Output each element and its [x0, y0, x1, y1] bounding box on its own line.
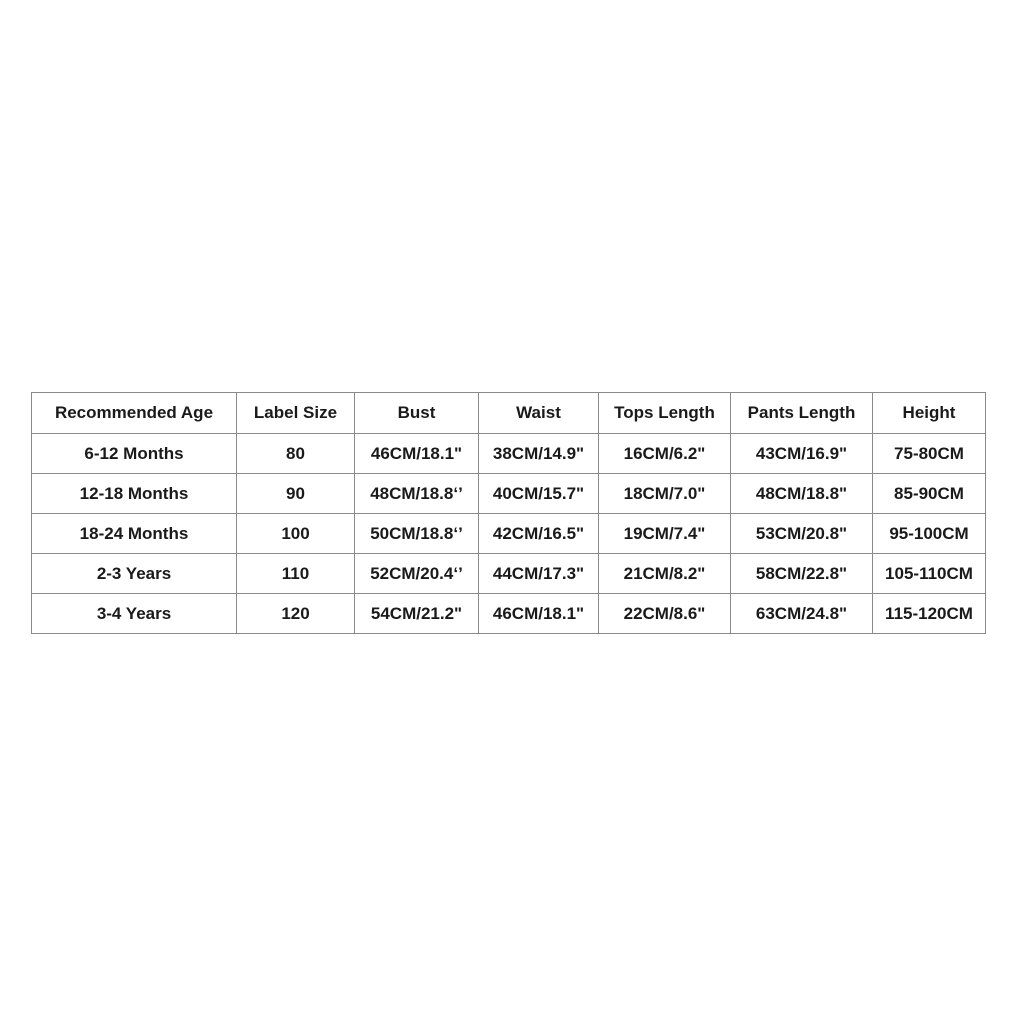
cell-recommended-age: 2-3 Years [32, 554, 237, 594]
header-bust: Bust [355, 393, 479, 434]
table-header-row [32, 393, 986, 434]
cell-label-size: 110 [237, 554, 355, 594]
cell-tops-length: 19CM/7.4" [599, 514, 731, 554]
cell-waist: 38CM/14.9" [479, 434, 599, 474]
cell-bust: 52CM/20.4‘’ [355, 554, 479, 594]
cell-height: 75-80CM [873, 434, 986, 474]
cell-bust: 50CM/18.8‘’ [355, 514, 479, 554]
header-label-size: Label Size [237, 393, 355, 434]
header-pants-length: Pants Length [731, 393, 873, 434]
cell-bust: 46CM/18.1" [355, 434, 479, 474]
cell-pants-length: 63CM/24.8" [731, 594, 873, 634]
cell-height: 95-100CM [873, 514, 986, 554]
cell-tops-length: 18CM/7.0" [599, 474, 731, 514]
table-row [32, 514, 986, 554]
table-row [32, 434, 986, 474]
cell-recommended-age: 3-4 Years [32, 594, 237, 634]
cell-height: 85-90CM [873, 474, 986, 514]
cell-recommended-age: 18-24 Months [32, 514, 237, 554]
header-recommended-age: Recommended Age [32, 393, 237, 434]
cell-recommended-age: 12-18 Months [32, 474, 237, 514]
cell-tops-length: 21CM/8.2" [599, 554, 731, 594]
cell-waist: 42CM/16.5" [479, 514, 599, 554]
header-height: Height [873, 393, 986, 434]
cell-label-size: 90 [237, 474, 355, 514]
cell-tops-length: 22CM/8.6" [599, 594, 731, 634]
cell-pants-length: 53CM/20.8" [731, 514, 873, 554]
cell-waist: 40CM/15.7" [479, 474, 599, 514]
cell-label-size: 100 [237, 514, 355, 554]
cell-recommended-age: 6-12 Months [32, 434, 237, 474]
table-row [32, 594, 986, 634]
cell-pants-length: 43CM/16.9" [731, 434, 873, 474]
cell-height: 115-120CM [873, 594, 986, 634]
cell-bust: 54CM/21.2" [355, 594, 479, 634]
table-row [32, 554, 986, 594]
header-tops-length: Tops Length [599, 393, 731, 434]
cell-tops-length: 16CM/6.2" [599, 434, 731, 474]
cell-pants-length: 58CM/22.8" [731, 554, 873, 594]
cell-waist: 44CM/17.3" [479, 554, 599, 594]
cell-waist: 46CM/18.1" [479, 594, 599, 634]
cell-label-size: 80 [237, 434, 355, 474]
size-chart-table [31, 392, 986, 634]
header-waist: Waist [479, 393, 599, 434]
cell-pants-length: 48CM/18.8" [731, 474, 873, 514]
cell-height: 105-110CM [873, 554, 986, 594]
cell-bust: 48CM/18.8‘’ [355, 474, 479, 514]
table-row [32, 474, 986, 514]
cell-label-size: 120 [237, 594, 355, 634]
